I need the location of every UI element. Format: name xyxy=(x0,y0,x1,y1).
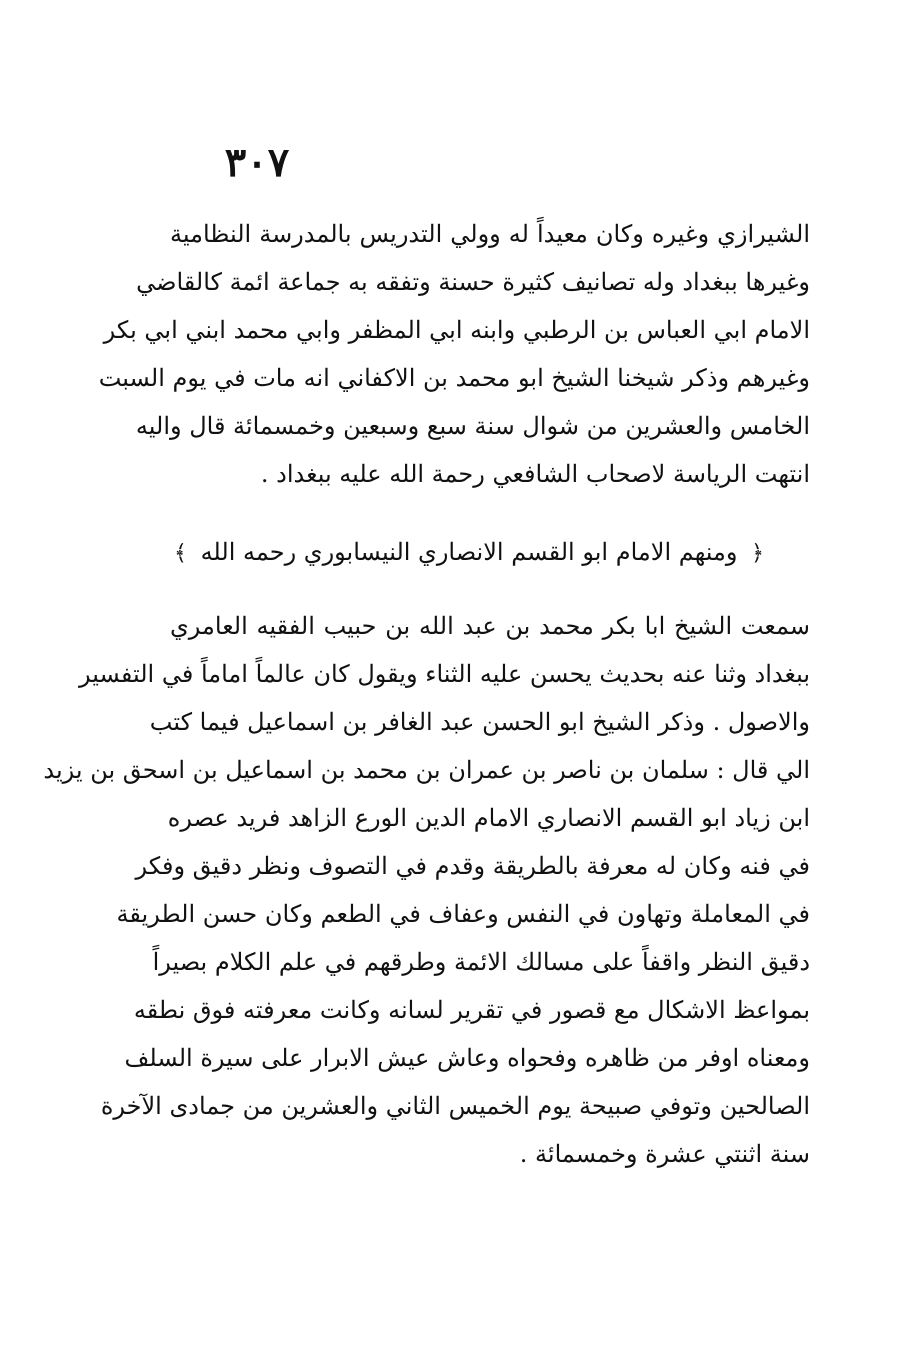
text-line: سنة اثنتي عشرة وخمسمائة . xyxy=(519,1140,810,1168)
text-line: الي قال : سلمان بن ناصر بن عمران بن محمد بن اسماعيل بن اسحق بن يزيد xyxy=(43,756,810,784)
text-line: الخامس والعشرين من شوال سنة سبع وسبعين وخمسمائة قال واليه xyxy=(135,412,810,440)
section-heading xyxy=(174,528,770,576)
paragraph-1 xyxy=(98,210,810,498)
text-line: الامام ابي العباس بن الرطبي وابنه ابي المظفر وابي محمد ابني ابي بكر xyxy=(103,316,810,344)
text-line: الصالحين وتوفي صبيحة يوم الخميس الثاني والعشرين من جمادى الآخرة xyxy=(100,1092,810,1120)
text-line: في المعاملة وتهاون في النفس وعفاف في الطعم وكان حسن الطريقة xyxy=(116,900,810,928)
text-line: في فنه وكان له معرفة بالطريقة وقدم في التصوف ونظر دقيق وفكر xyxy=(135,852,810,880)
text-line: انتهت الرياسة لاصحاب الشافعي رحمة الله عليه ببغداد . xyxy=(260,460,810,488)
text-line: سمعت الشيخ ابا بكر محمد بن عبد الله بن حبيب الفقيه العامري xyxy=(170,612,810,640)
ornament-left-icon: ﴾ xyxy=(174,540,187,566)
ornament-right-icon: ﴿ xyxy=(751,540,764,566)
paragraph-2 xyxy=(43,602,810,1178)
text-line: ومعناه اوفر من ظاهره وفحواه وعاش عيش الابرار على سيرة السلف xyxy=(124,1044,810,1072)
text-line: دقيق النظر واقفاً على مسالك الائمة وطرقهم في علم الكلام بصيراً xyxy=(152,948,810,976)
text-line: ابن زياد ابو القسم الانصاري الامام الدين الورع الزاهد فريد عصره xyxy=(167,804,810,832)
text-line: وغيرهم وذكر شيخنا الشيخ ابو محمد بن الاكفاني انه مات في يوم السبت xyxy=(98,364,810,392)
text-line: بمواعظ الاشكال مع قصور في تقرير لسانه وكانت معرفته فوق نطقه xyxy=(133,996,810,1024)
page-number: ٣٠٧ xyxy=(224,139,290,186)
text-line: ببغداد وثنا عنه بحديث يحسن عليه الثناء ويقول كان عالماً اماماً في التفسير xyxy=(78,660,810,688)
text-line: والاصول . وذكر الشيخ ابو الحسن عبد الغافر بن اسماعيل فيما كتب xyxy=(149,708,810,736)
text-line: الشيرازي وغيره وكان معيداً له وولي التدريس بالمدرسة النظامية xyxy=(170,220,810,248)
section-heading-text: ومنهم الامام ابو القسم الانصاري النيسابوري رحمه الله xyxy=(200,538,738,566)
text-line: وغيرها ببغداد وله تصانيف كثيرة حسنة وتفقه به جماعة ائمة كالقاضي xyxy=(136,268,810,296)
